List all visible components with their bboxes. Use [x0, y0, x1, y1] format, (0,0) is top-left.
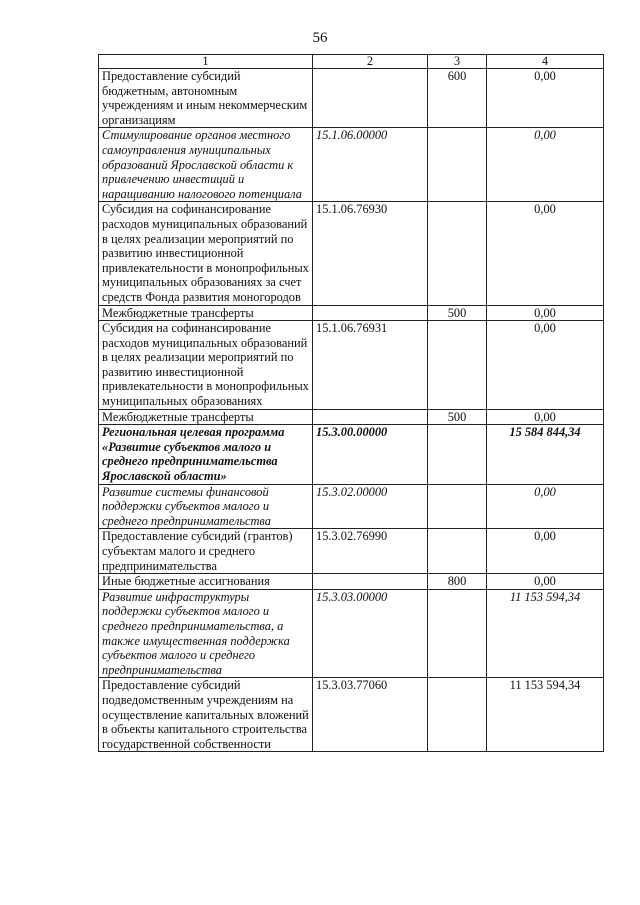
table-row: [99, 529, 604, 574]
row-code-cell: 15.3.02.76990: [313, 529, 428, 574]
row-name-cell: Предоставление субсидий подведомственным учреждениям на осуществление капитальных вложений в объекты капитального строительства государственной собственности: [99, 678, 313, 752]
row-amount-cell: 0,00: [487, 484, 604, 529]
row-kind-cell: [428, 589, 487, 678]
row-name-cell: Стимулирование органов местного самоуправления муниципальных образований Ярославской области к привлечению инвестиций и наращиванию налогового потенциала: [99, 128, 313, 202]
row-kind-cell: 500: [428, 409, 487, 425]
page-number: 56: [312, 30, 328, 46]
row-amount-cell: 11 153 594,34: [487, 589, 604, 678]
row-code-cell: 15.1.06.00000: [313, 128, 428, 202]
column-header-4: 4: [487, 55, 604, 69]
column-header-2: 2: [313, 55, 428, 69]
row-kind-cell: [428, 529, 487, 574]
row-kind-cell: 500: [428, 305, 487, 321]
row-amount-cell: 0,00: [487, 202, 604, 305]
row-name-cell: Иные бюджетные ассигнования: [99, 574, 313, 590]
table-row: [99, 425, 604, 484]
row-name-cell: Межбюджетные трансферты: [99, 409, 313, 425]
column-header-3: 3: [428, 55, 487, 69]
table-row: [99, 69, 604, 128]
row-name-cell: Субсидия на софинансирование расходов муниципальных образований в целях реализации мероприятий по развитию инвестиционной привлекательности в монопрофильных муниципальных образованиях: [99, 321, 313, 410]
row-amount-cell: 0,00: [487, 69, 604, 128]
row-name-cell: Предоставление субсидий бюджетным, автономным учреждениям и иным некоммерческим организациям: [99, 69, 313, 128]
row-kind-cell: [428, 128, 487, 202]
row-kind-cell: [428, 484, 487, 529]
row-kind-cell: 600: [428, 69, 487, 128]
row-kind-cell: [428, 678, 487, 752]
table-row: [99, 589, 604, 678]
row-name-cell: Межбюджетные трансферты: [99, 305, 313, 321]
row-amount-cell: 0,00: [487, 305, 604, 321]
row-name-cell: Региональная целевая программа «Развитие субъектов малого и среднего предпринимательства Ярославской области»: [99, 425, 313, 484]
row-amount-cell: 0,00: [487, 409, 604, 425]
table-row: [99, 678, 604, 752]
row-code-cell: 15.1.06.76930: [313, 202, 428, 305]
row-kind-cell: 800: [428, 574, 487, 590]
row-amount-cell: 11 153 594,34: [487, 678, 604, 752]
row-code-cell: [313, 409, 428, 425]
row-name-cell: Развитие системы финансовой поддержки субъектов малого и среднего предпринимательства: [99, 484, 313, 529]
row-amount-cell: 0,00: [487, 529, 604, 574]
budget-table: [98, 54, 604, 752]
table-row: [99, 305, 604, 321]
row-code-cell: [313, 574, 428, 590]
row-name-cell: Развитие инфраструктуры поддержки субъектов малого и среднего предпринимательства, а также имущественная поддержка субъектов малого и среднего предпринимательства: [99, 589, 313, 678]
row-name-cell: Предоставление субсидий (грантов) субъектам малого и среднего предпринимательства: [99, 529, 313, 574]
row-name-cell: Субсидия на софинансирование расходов муниципальных образований в целях реализации мероприятий по развитию инвестиционной привлекательности в монопрофильных муниципальных образованиях за счет средств Фонда развития моногородов: [99, 202, 313, 305]
row-code-cell: 15.1.06.76931: [313, 321, 428, 410]
row-code-cell: 15.3.03.77060: [313, 678, 428, 752]
row-code-cell: [313, 69, 428, 128]
table-header-row: [99, 55, 604, 69]
row-code-cell: 15.3.00.00000: [313, 425, 428, 484]
row-amount-cell: 0,00: [487, 128, 604, 202]
column-header-1: 1: [99, 55, 313, 69]
table-row: [99, 202, 604, 305]
table-row: [99, 574, 604, 590]
row-code-cell: 15.3.02.00000: [313, 484, 428, 529]
row-kind-cell: [428, 202, 487, 305]
row-kind-cell: [428, 425, 487, 484]
row-amount-cell: 0,00: [487, 321, 604, 410]
row-amount-cell: 0,00: [487, 574, 604, 590]
row-code-cell: [313, 305, 428, 321]
table-row: [99, 409, 604, 425]
table-row: [99, 321, 604, 410]
row-kind-cell: [428, 321, 487, 410]
table-row: [99, 484, 604, 529]
table-body: [99, 69, 604, 752]
row-code-cell: 15.3.03.00000: [313, 589, 428, 678]
row-amount-cell: 15 584 844,34: [487, 425, 604, 484]
table-row: [99, 128, 604, 202]
